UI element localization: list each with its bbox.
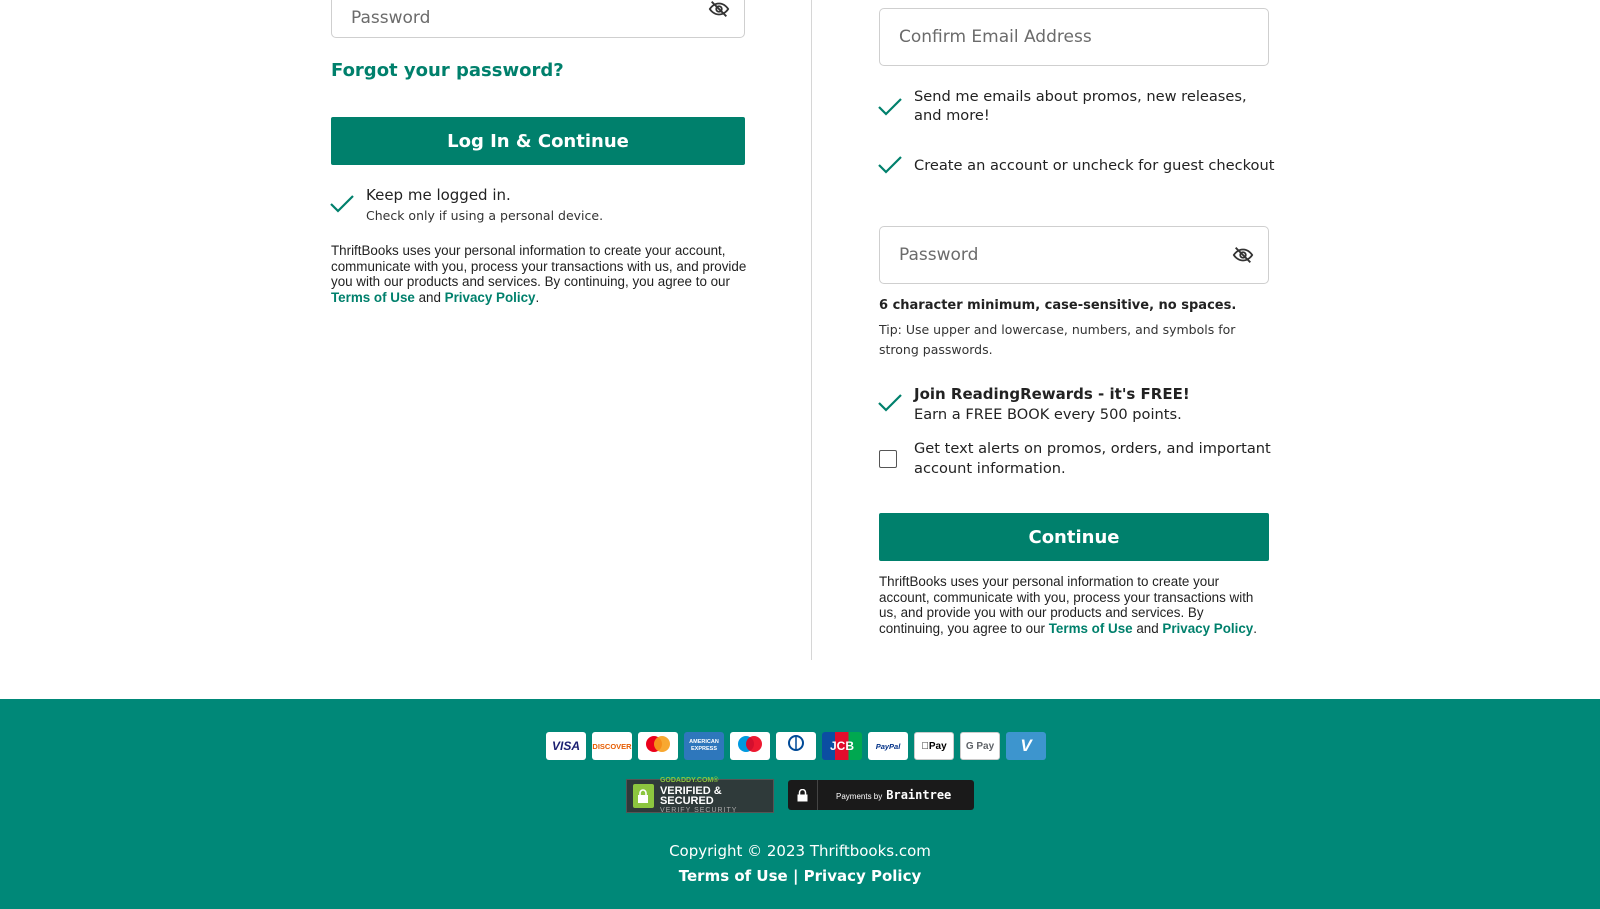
login-privacy-link[interactable]: Privacy Policy: [444, 289, 536, 305]
reading-rewards-title: Join ReadingRewards - it's FREE!: [914, 385, 1190, 403]
register-password-field[interactable]: [879, 226, 1269, 284]
godaddy-brand: GODADDY.COM®: [659, 777, 719, 784]
footer-links: [0, 867, 1600, 885]
braintree-badge[interactable]: [788, 780, 974, 810]
forgot-password-link[interactable]: Forgot your password?: [331, 60, 564, 81]
keep-logged-in-label: Keep me logged in.: [366, 186, 511, 204]
lock-icon: [633, 784, 654, 808]
register-legal-text: ThriftBooks uses your personal information to create your account, communicate with you, process your transactions with us, and provide you with our products and services. By continuing, you agree to our Terms of Use and Privacy Policy.: [879, 574, 1257, 636]
lock-icon: [788, 780, 818, 810]
confirm-email-field[interactable]: [879, 8, 1269, 66]
eye-slash-icon[interactable]: [708, 0, 730, 20]
security-seals: [626, 779, 974, 813]
register-privacy-link[interactable]: Privacy Policy: [1162, 620, 1254, 636]
braintree-prefix: Payments by: [836, 792, 883, 801]
mastercard-card-icon: [638, 732, 678, 760]
reading-rewards-check-icon[interactable]: [877, 393, 903, 413]
discover-card-icon: DISCOVER: [592, 732, 632, 760]
braintree-brand: Braintree: [886, 788, 952, 802]
apple-pay-card-icon: Pay: [914, 732, 954, 760]
keep-logged-in-hint: Check only if using a personal device.: [366, 208, 604, 223]
venmo-card-icon: V: [1006, 732, 1046, 760]
login-password-input[interactable]: [332, 0, 744, 37]
password-requirements: 6 character minimum, case-sensitive, no spaces.: [879, 298, 1237, 313]
create-account-check-icon[interactable]: [877, 155, 903, 175]
promo-emails-check-icon[interactable]: [877, 97, 903, 117]
confirm-email-input[interactable]: [880, 9, 1268, 65]
login-terms-link[interactable]: Terms of Use: [331, 289, 415, 305]
visa-card-icon: VISA: [546, 732, 586, 760]
login-continue-button[interactable]: Log In & Continue: [331, 117, 745, 165]
payment-methods: [546, 732, 1046, 760]
footer-privacy-link[interactable]: Privacy Policy: [803, 867, 922, 885]
godaddy-verify-text: VERIFY SECURITY: [659, 807, 738, 814]
godaddy-verified-text: VERIFIED & SECURED: [659, 785, 722, 807]
footer-terms-link[interactable]: Terms of Use: [678, 867, 788, 885]
password-tip: Tip: Use upper and lowercase, numbers, and symbols for strong passwords.: [879, 322, 1236, 357]
login-legal-text: ThriftBooks uses your personal information to create your account, communicate with you, process your transactions with us, and provide you with our products and services. By continuing, you agree to our Terms of Use and Privacy Policy.: [331, 243, 747, 305]
site-footer: [0, 699, 1600, 909]
register-continue-button[interactable]: Continue: [879, 513, 1269, 561]
diners-club-card-icon: [776, 732, 816, 760]
text-alerts-label: Get text alerts on promos, orders, and important account information.: [914, 440, 1271, 477]
column-divider: [811, 0, 812, 660]
maestro-card-icon: [730, 732, 770, 760]
google-pay-card-icon: G Pay: [960, 732, 1000, 760]
create-account-label: Create an account or uncheck for guest checkout: [914, 157, 1275, 174]
eye-slash-icon[interactable]: [1232, 244, 1254, 266]
amex-card-icon: AMERICAN EXPRESS: [684, 732, 724, 760]
register-password-input[interactable]: [880, 227, 1268, 283]
login-password-field[interactable]: [331, 0, 745, 38]
reading-rewards-subtitle: Earn a FREE BOOK every 500 points.: [914, 406, 1182, 423]
jcb-card-icon: JCB: [822, 732, 862, 760]
keep-logged-in-check-icon[interactable]: [329, 194, 355, 214]
godaddy-seal[interactable]: [626, 779, 774, 813]
copyright-text: Copyright © 2023 Thriftbooks.com: [669, 842, 931, 860]
footer-separator: |: [792, 867, 799, 885]
text-alerts-checkbox[interactable]: [879, 450, 897, 468]
register-terms-link[interactable]: Terms of Use: [1048, 620, 1133, 636]
promo-emails-label: Send me emails about promos, new releases, and more!: [914, 88, 1247, 124]
paypal-card-icon: PayPal: [868, 732, 908, 760]
